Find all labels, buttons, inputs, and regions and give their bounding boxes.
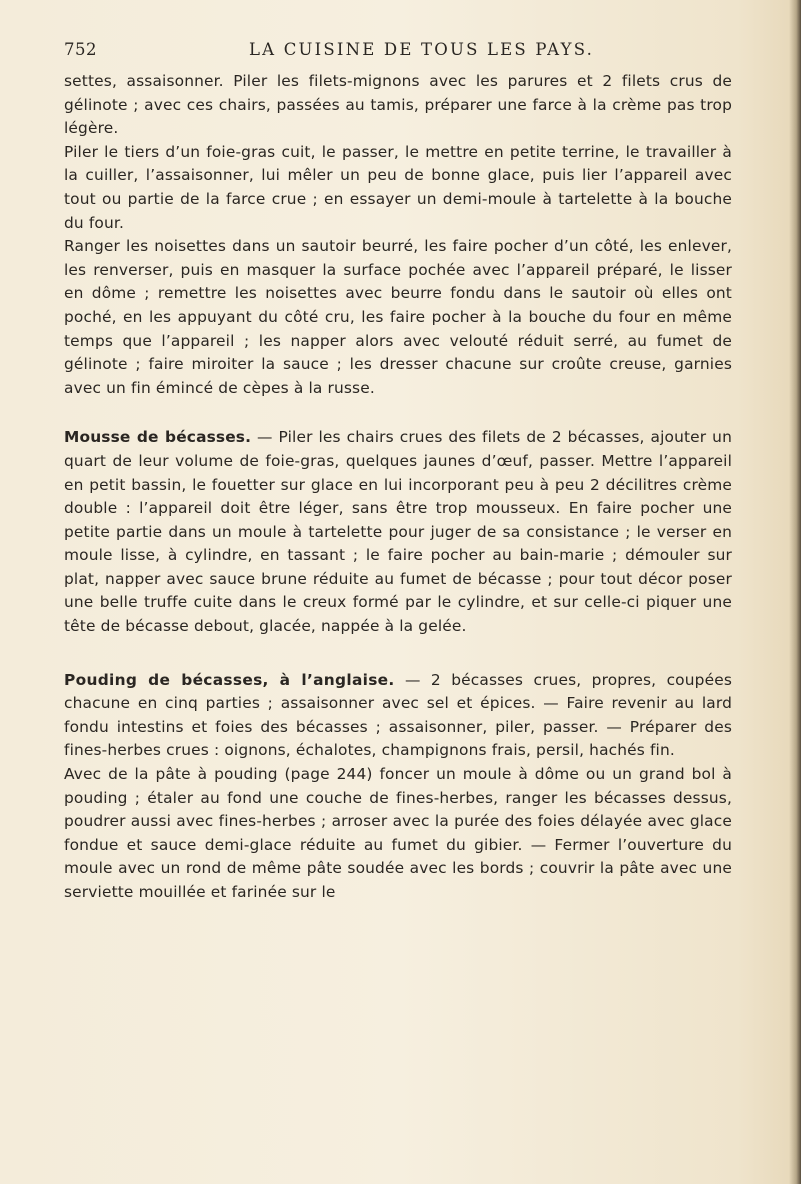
page-number: 752 bbox=[64, 40, 97, 59]
recipe-title-mousse: Mousse de bécasses. bbox=[64, 428, 252, 447]
paragraph-mousse-de-becasses bbox=[64, 426, 732, 638]
recipe-body-pouding: — 2 bécasses crues, propres, coupées chacune en cinq parties ; assaisonner avec sel et épices. — Faire revenir au lard fondu intestins et foies des bécasses ; assaisonner, piler, passer. — Préparer des fines-herbes crues : oignons, échalotes, champignons frais, persil, hachés fin. bbox=[64, 670, 732, 760]
running-title: LA CUISINE DE TOUS LES PAYS. bbox=[249, 40, 595, 59]
text-body bbox=[64, 70, 732, 905]
paragraph-2: Piler le tiers d’un foie-gras cuit, le passer, le mettre en petite terrine, le travailler à la cuiller, l’assaisonner, lui mêler un peu de bonne glace, puis lier l’appareil avec tout ou partie de la farce crue ; en essayer un demi-moule à tartelette à la bouche du four. bbox=[64, 142, 732, 232]
paragraph-1: settes, assaisonner. Piler les filets-mignons avec les parures et 2 filets crus de gélinote ; avec ces chairs, passées au tamis, préparer une farce à la crème pas trop légère. bbox=[64, 72, 732, 138]
running-head bbox=[64, 40, 732, 62]
paragraph-3: Ranger les noisettes dans un sautoir beurré, les faire pocher d’un côté, les enlever, les renverser, puis en masquer la surface pochée avec l’appareil préparé, le lisser en dôme ; remettre les noisettes avec beurre fondu dans le sautoir où elles ont poché, en les appuyant du côté cru, les faire pocher à la bouche du four en même temps que l’appareil ; les napper alors avec velouté réduit serré, au fumet de gélinote ; faire miroiter la sauce ; les dresser chacune sur croûte creuse, garnies avec un fin émincé de cèpes à la russe. bbox=[64, 237, 732, 397]
page-edge-shadow bbox=[789, 0, 801, 1184]
paragraph-6: Avec de la pâte à pouding (page 244) foncer un moule à dôme ou un grand bol à pouding ; étaler au fond une couche de fines-herbes, ranger les bécasses dessus, poudrer aussi avec fines-herbes ; arroser avec la purée des foies délayée avec glace fondue et sauce demi-glace réduite au fumet du gibier. — Fermer l’ouverture du moule avec un rond de même pâte soudée avec les bords ; couvrir la pâte avec une serviette mouillée et farinée sur le bbox=[64, 765, 732, 901]
paragraph-pouding-de-becasses bbox=[64, 669, 732, 763]
recipe-title-pouding: Pouding de bécasses, à l’anglaise. bbox=[64, 670, 395, 689]
recipe-body-mousse: — Piler les chairs crues des filets de 2 bécasses, ajouter un quart de leur volume de foie-gras, quelques jaunes d’œuf, passer. Mettre l’appareil en petit bassin, le fouetter sur glace en lui incorporant peu à peu 2 décilitres crème double : l’appareil doit être léger, sans être trop mousseux. En faire pocher une petite partie dans un moule à tartelette pour juger de sa consistance ; le verser en moule lisse, à cylindre, en tassant ; le faire pocher au bain-marie ; démouler sur plat, napper avec sauce brune réduite au fumet de bécasse ; pour tout décor poser une belle truffe cuite dans le creux formé par le cylindre, et sur celle-ci piquer une tête de bécasse debout, glacée, nappée à la gelée. bbox=[64, 428, 732, 636]
